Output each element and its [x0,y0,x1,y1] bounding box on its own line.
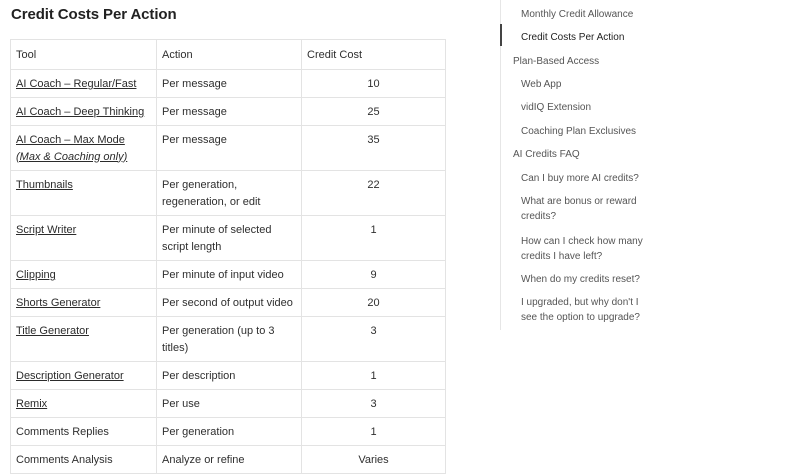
tool-link-shorts-generator[interactable]: Shorts Generator [16,297,101,309]
toc-item-buy-more-credits[interactable]: Can I buy more AI credits? [521,173,639,184]
action-cell: Per use [157,390,302,418]
table-of-contents [500,0,701,330]
toc-item-credits-reset[interactable]: When do my credits reset? [521,274,640,285]
toc-item-coaching-plan-exclusives[interactable]: Coaching Plan Exclusives [521,126,637,137]
table-row [11,216,446,261]
table-row [11,126,446,171]
tool-link-ai-coach-deep-thinking[interactable]: AI Coach – Deep Thinking [16,106,145,118]
toc-active-indicator [500,24,502,46]
table-row [11,446,446,474]
action-cell: Per minute of selected script length [157,216,302,261]
table-row [11,289,446,317]
credit-cost-cell: 1 [302,362,446,390]
toc-item-plan-based-access[interactable]: Plan-Based Access [513,56,600,67]
tool-link-remix[interactable]: Remix [16,398,48,410]
column-header-tool: Tool [11,40,157,70]
table-row [11,261,446,289]
credit-cost-cell: 35 [302,126,446,171]
action-cell: Per message [157,98,302,126]
credit-cost-cell: 10 [302,70,446,98]
action-cell: Per second of output video [157,289,302,317]
toc-item-bonus-reward-credits[interactable]: What are bonus or reward credits? [521,196,637,222]
table-row [11,390,446,418]
action-cell: Per generation, regeneration, or edit [157,171,302,216]
credit-cost-cell: 1 [302,216,446,261]
action-cell: Per description [157,362,302,390]
credit-cost-cell: 9 [302,261,446,289]
toc-item-credit-costs-per-action[interactable]: Credit Costs Per Action [521,32,625,43]
credit-cost-cell: 3 [302,317,446,362]
toc-item-check-credits-left[interactable]: How can I check how many credits I have left? [521,236,643,262]
column-header-credit-cost: Credit Cost [302,40,446,70]
credit-cost-cell: 1 [302,418,446,446]
action-cell: Per message [157,126,302,171]
tool-availability-note: (Max & Coaching only) [16,150,128,163]
action-cell: Per message [157,70,302,98]
table-row [11,418,446,446]
action-cell: Per generation [157,418,302,446]
tool-link-description-generator[interactable]: Description Generator [16,370,124,382]
toc-item-monthly-credit-allowance[interactable]: Monthly Credit Allowance [521,9,634,20]
credit-cost-cell: 25 [302,98,446,126]
tool-link-script-writer[interactable]: Script Writer [16,224,77,236]
table-row [11,171,446,216]
tool-link-thumbnails[interactable]: Thumbnails [16,179,73,191]
tool-cell: Comments Analysis [11,446,157,474]
table-row [11,98,446,126]
tool-link-clipping[interactable]: Clipping [16,269,56,281]
credit-cost-cell: 3 [302,390,446,418]
column-header-action: Action [157,40,302,70]
tool-link-title-generator[interactable]: Title Generator [16,325,89,337]
action-cell: Per minute of input video [157,261,302,289]
toc-item-vidiq-extension[interactable]: vidIQ Extension [521,102,592,113]
tool-cell: Comments Replies [11,418,157,446]
tool-link-ai-coach-regular[interactable]: AI Coach – Regular/Fast [16,78,137,90]
table-header-row [11,40,446,70]
page-title: Credit Costs Per Action [11,6,177,23]
credit-costs-table [10,39,446,474]
toc-item-upgraded-option[interactable]: I upgraded, but why don't I see the option to upgrade? [521,297,640,323]
toc-item-web-app[interactable]: Web App [521,79,562,90]
toc-item-ai-credits-faq[interactable]: AI Credits FAQ [513,149,580,160]
action-cell: Analyze or refine [157,446,302,474]
credit-cost-cell: 22 [302,171,446,216]
credit-cost-cell: Varies [302,446,446,474]
tool-link-ai-coach-max-mode[interactable] [16,134,151,165]
action-cell: Per generation (up to 3 titles) [157,317,302,362]
credit-cost-cell: 20 [302,289,446,317]
table-row [11,362,446,390]
table-row [11,317,446,362]
table-row [11,70,446,98]
tool-name: AI Coach – Max Mode [16,134,125,146]
